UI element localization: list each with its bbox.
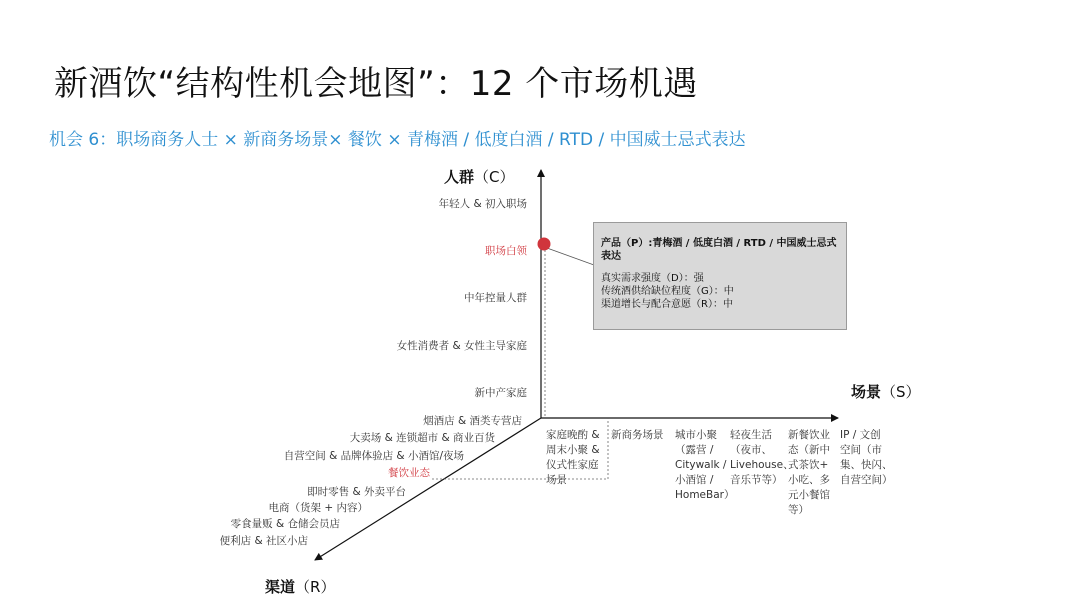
scene-item: 新餐饮业 态（新中 式茶饮+ 小吃、多 元小餐馆 等）: [788, 429, 830, 516]
channel-axis-code: （R）: [295, 578, 336, 596]
channel-axis-title: [265, 576, 335, 597]
channel-item: 便利店 & 社区小店: [219, 535, 308, 547]
people-item: 中年控量人群: [464, 292, 527, 304]
scene-item: IP / 文创 空间（市 集、快闪、 自营空间）: [840, 429, 893, 486]
opportunity-subtitle: 机会 6：职场商务人士 × 新商务场景× 餐饮 × 青梅酒 / 低度白酒 / RTD / 中国威士忌式表达: [49, 130, 746, 150]
scene-item: 轻夜生活 （夜市、 Livehouse、 音乐节等）: [730, 429, 794, 486]
info-product: 产品（P）:青梅酒 / 低度白酒 / RTD / 中国威士忌式表达: [601, 238, 837, 262]
channel-item: 零食量贩 & 仓储会员店: [230, 518, 340, 530]
channel-axis-name: 渠道: [265, 578, 296, 596]
info-connector-line: [547, 248, 594, 265]
info-channel-fit: 渠道增长与配合意愿（R）：中: [601, 299, 733, 310]
opportunity-marker: [538, 238, 551, 251]
scene-item: 城市小聚 （露营 / Citywalk / 小酒馆 / HomeBar）: [675, 429, 735, 501]
people-item: 年轻人 & 初入职场: [438, 198, 527, 210]
scene-axis-name: 场景: [851, 383, 882, 401]
info-demand: 真实需求强度（D）：强: [601, 273, 704, 284]
people-item-highlighted: 职场白领: [485, 245, 527, 257]
channel-item: 大卖场 & 连锁超市 & 商业百货: [349, 432, 495, 444]
people-axis-code: （C）: [474, 168, 515, 186]
people-axis-title: [444, 166, 515, 187]
page-title: 新酒饮“结构性机会地图”：12 个市场机遇: [54, 64, 698, 104]
scene-item: 家庭晚酌 & 周末小聚 & 仪式性家庭 场景: [546, 429, 600, 486]
people-item: 女性消费者 & 女性主导家庭: [396, 340, 527, 352]
channel-item: 烟酒店 & 酒类专营店: [423, 415, 522, 427]
channel-item: 电商（货架 + 内容）: [268, 502, 368, 514]
scene-axis-title: [851, 381, 921, 402]
channel-item: 即时零售 & 外卖平台: [307, 486, 406, 498]
people-axis-name: 人群: [444, 168, 475, 186]
info-supply-gap: 传统酒供给缺位程度（G）：中: [601, 286, 734, 297]
opportunity-info-box: [593, 222, 847, 330]
channel-item-highlighted: 餐饮业态: [388, 467, 430, 479]
people-item: 新中产家庭: [474, 387, 527, 399]
scene-item-highlighted: 新商务场景: [611, 429, 664, 441]
channel-item: 自营空间 & 品牌体验店 & 小酒馆/夜场: [283, 450, 464, 462]
scene-axis-code: （S）: [881, 383, 921, 401]
